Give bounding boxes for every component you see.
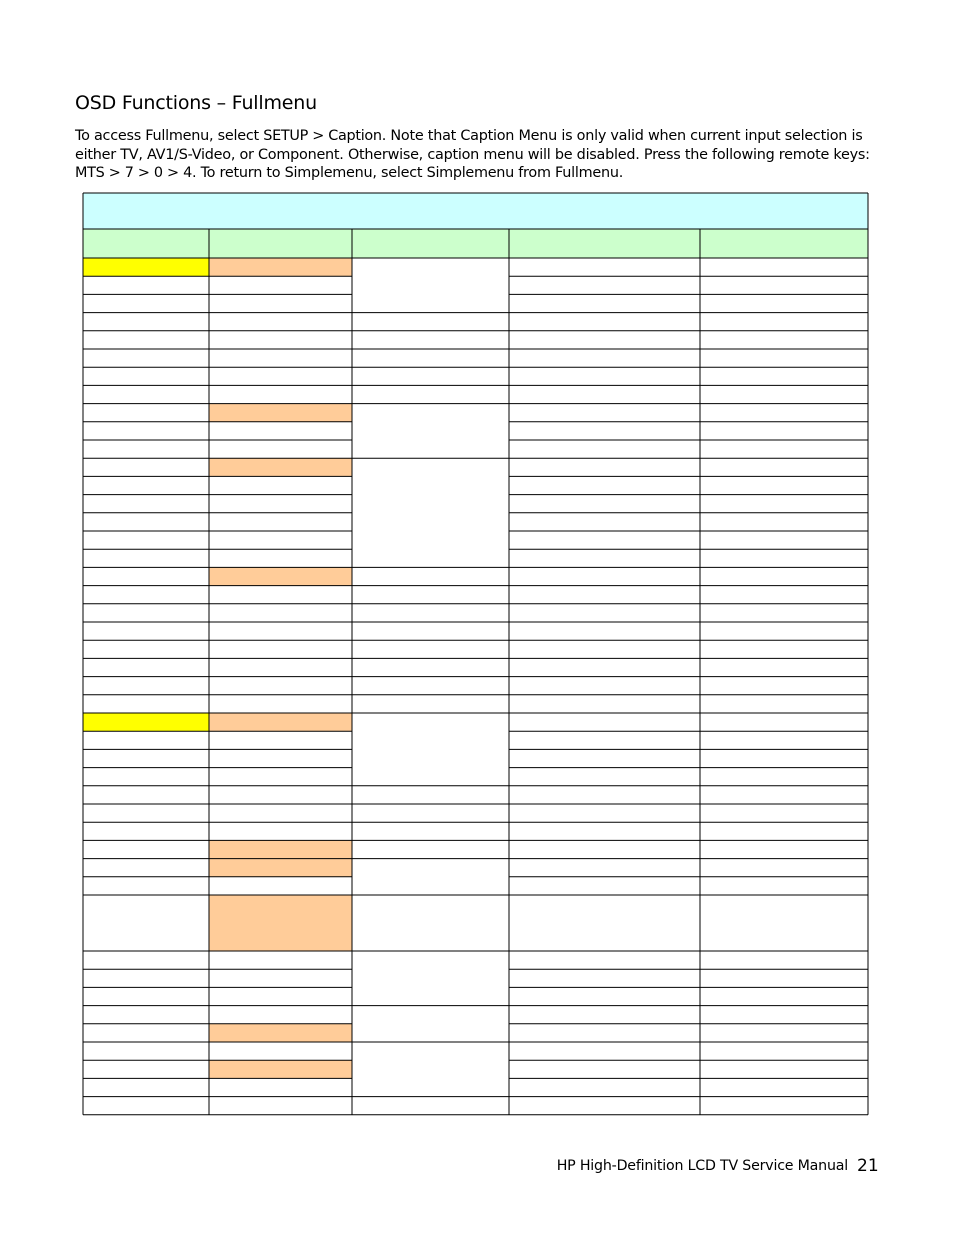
intro-key-sequence: MTS > 7 > 0 > 4 xyxy=(75,165,192,181)
level1-highlight-cell xyxy=(83,713,209,731)
level2-highlight-cell xyxy=(209,1024,352,1042)
intro-text: from Fullmenu. xyxy=(513,165,624,181)
table-title-row xyxy=(83,193,868,229)
level2-highlight-cell xyxy=(209,258,352,276)
level2-highlight-cell xyxy=(209,859,352,877)
intro-text: To access Fullmenu, select xyxy=(75,128,264,144)
footer-manual-title: HP High-Definition LCD TV Service Manual xyxy=(556,1158,848,1174)
intro-key-sequence: SETUP > Caption xyxy=(263,128,382,144)
intro-text: . Note that Caption Menu is only valid when current input selection is either TV, AV1/S-Video, or Component. Otherwise, caption menu will be disabled. Press the following remote keys: xyxy=(75,128,870,163)
level2-highlight-cell xyxy=(209,895,352,951)
page-number: 21 xyxy=(857,1156,879,1176)
page-title: OSD Functions – Fullmenu xyxy=(75,92,317,114)
intro-text: . To return to Simplemenu, select xyxy=(191,165,427,181)
level2-highlight-cell xyxy=(209,713,352,731)
column-header-row xyxy=(83,229,868,258)
level2-highlight-cell xyxy=(209,404,352,422)
intro-key-sequence: Simplemenu xyxy=(426,165,514,181)
level2-highlight-cell xyxy=(209,458,352,476)
level2-highlight-cell xyxy=(209,567,352,585)
level2-highlight-cell xyxy=(209,1060,352,1078)
level1-highlight-cell xyxy=(83,258,209,276)
level2-highlight-cell xyxy=(209,840,352,858)
